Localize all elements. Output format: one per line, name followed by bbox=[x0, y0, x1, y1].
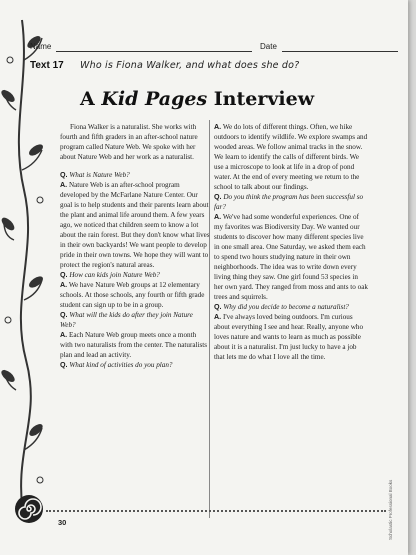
a-tag: A. bbox=[214, 213, 222, 221]
question-text: How can kids join Nature Web? bbox=[69, 271, 160, 279]
q-tag: Q. bbox=[214, 303, 222, 311]
name-line[interactable] bbox=[56, 51, 252, 52]
text-heading bbox=[30, 60, 400, 74]
footer-dotted-rule bbox=[46, 510, 386, 516]
date-line[interactable] bbox=[282, 51, 398, 52]
date-label: Date bbox=[260, 42, 277, 51]
question-text: Do you think the program has been successful so far? bbox=[214, 193, 364, 211]
side-credit: Scholastic Professional Books bbox=[388, 479, 393, 540]
question-6 bbox=[214, 302, 368, 312]
answer-text: I've always loved being outdoors. I'm curious about everything I see and hear. Really, anyone who loves nature and wants to learn as much as possible about it is a naturalist. I'm just lucky to have a job that lets me do what I love all the time. bbox=[214, 313, 364, 361]
question-2 bbox=[60, 270, 210, 280]
q-tag: Q. bbox=[60, 171, 68, 179]
title-part-3: Interview bbox=[207, 88, 315, 110]
question-text: Why did you decide to become a naturalist? bbox=[223, 303, 349, 311]
answer-2 bbox=[60, 280, 210, 310]
left-column bbox=[60, 122, 210, 370]
q-tag: Q. bbox=[60, 271, 68, 279]
a-tag: A. bbox=[214, 123, 222, 131]
a-tag: A. bbox=[60, 181, 68, 189]
answer-4 bbox=[214, 122, 368, 192]
question-1 bbox=[60, 170, 210, 180]
spiral-icon bbox=[14, 494, 44, 524]
a-tag: A. bbox=[214, 313, 222, 321]
answer-text: Nature Web is an after-school program developed by the McFarlane Nature Center. Our goal is to help students and their parents learn about the plant and animal life around them. A few years ago, we noticed that children seem to know a lot about the rain forest. But they don't know what lives in their own backyards! We want people to develop pride in their own towns. We hope they will want to protect the region's natural areas. bbox=[60, 181, 210, 269]
right-column bbox=[214, 122, 368, 362]
title-part-1: A bbox=[80, 88, 102, 110]
q-tag: Q. bbox=[60, 361, 68, 369]
a-tag: A. bbox=[60, 331, 68, 339]
answer-1 bbox=[60, 180, 210, 270]
question-text: What will the kids do after they join Nature Web? bbox=[60, 311, 193, 329]
answer-text: We do lots of different things. Often, we hike outdoors to identify wildlife. We explore swamps and wooded areas. We follow animal tracks in the snow. We learn to identify the calls of different birds. We use a microscope to look at life in a drop of pond water. At the end of every meeting we return to the school to talk about our findings. bbox=[214, 123, 368, 191]
a-tag: A. bbox=[60, 281, 68, 289]
page-number: 30 bbox=[58, 518, 67, 527]
question-4 bbox=[60, 360, 210, 370]
name-date-row bbox=[30, 42, 398, 54]
q-tag: Q. bbox=[60, 311, 68, 319]
answer-5 bbox=[214, 212, 368, 302]
question-text: What is Nature Web? bbox=[69, 171, 130, 179]
answer-6 bbox=[214, 312, 368, 362]
title-part-2: Kid Pages bbox=[101, 88, 208, 110]
text-number: Text 17 bbox=[30, 60, 64, 71]
question-3 bbox=[60, 310, 210, 330]
answer-text: We've had some wonderful experiences. One of my favorites was Biodiversity Day. We wanted our students to discover how many different species live in one small area. One Saturday, we asked them each to spend two hours studying nature in their own neighborhoods. The idea was to write down every living thing they saw. One girl found 53 species in her own yard. They ranged from moss and ants to oak trees and squirrels. bbox=[214, 213, 368, 301]
page-title bbox=[80, 88, 340, 110]
question-text: What kind of activities do you plan? bbox=[69, 361, 173, 369]
answer-3 bbox=[60, 330, 210, 360]
column-divider bbox=[209, 120, 210, 518]
vine-decoration bbox=[0, 0, 52, 555]
intro-paragraph: Fiona Walker is a naturalist. She works with fourth and fifth graders in an after-school nature program called Nature Web. We spoke with her about Nature Web and her work as a naturalist. bbox=[60, 123, 198, 161]
answer-text: We have Nature Web groups at 12 elementary schools. At those schools, any fourth or fifth grade student can sign up to be in a group. bbox=[60, 281, 205, 309]
text-question: Who is Fiona Walker, and what does she do? bbox=[80, 60, 300, 71]
name-label: Name bbox=[30, 42, 52, 51]
question-5 bbox=[214, 192, 368, 212]
q-tag: Q. bbox=[214, 193, 222, 201]
answer-text: Each Nature Web group meets once a month with two naturalists from the center. The naturalists plan and lead an activity. bbox=[60, 331, 208, 359]
